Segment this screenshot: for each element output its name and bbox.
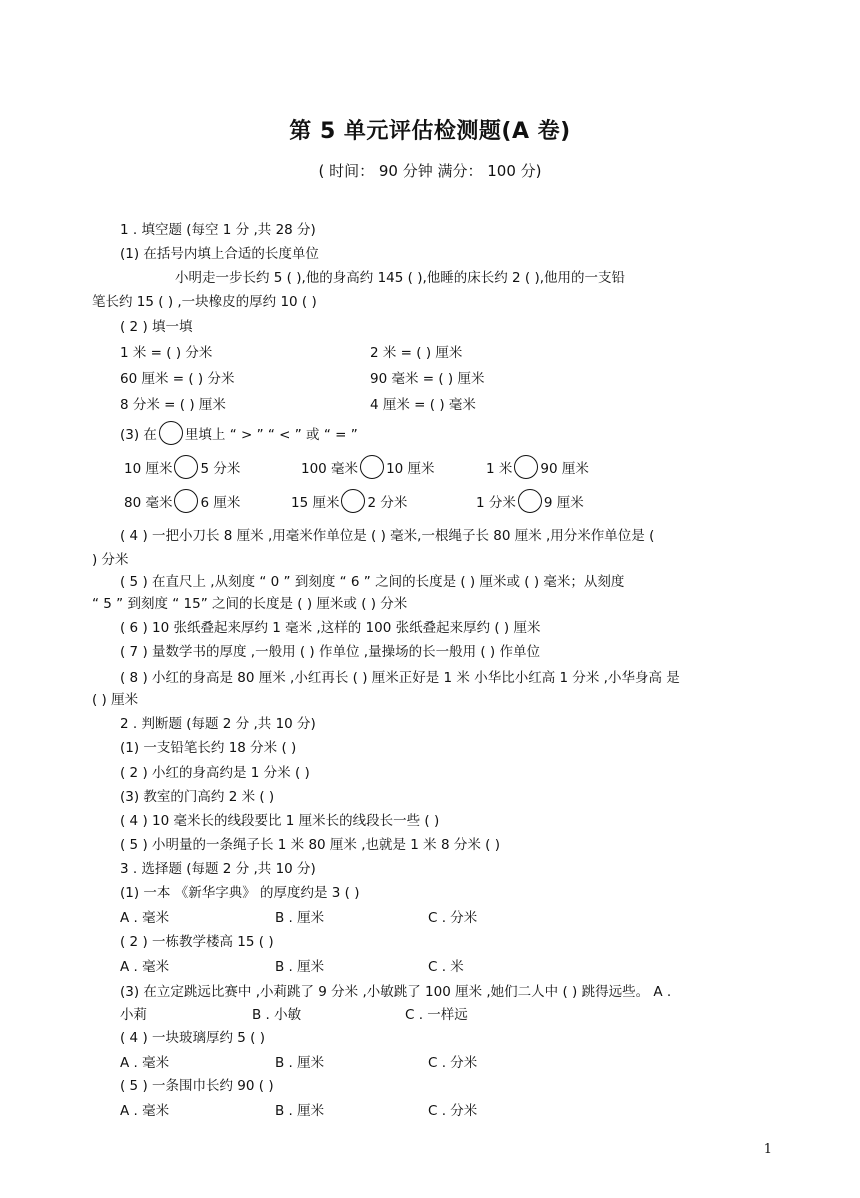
choice-question: (1) 一本 《新华字典》 的厚度约是 3 ( ) <box>120 885 360 901</box>
q5-line1: ( 5 ) 在直尺上 ,从刻度 “ 0 ” 到刻度 “ 6 ” 之间的长度是 ( ) 厘米或 ( ) 毫米；从刻度 <box>120 574 625 590</box>
choice-option-c: C . 分米 <box>428 910 478 926</box>
choice-option-a: 小莉 <box>120 1007 147 1023</box>
choice-question: ( 4 ) 一块玻璃厚约 5 ( ) <box>120 1030 265 1046</box>
judge-item: ( 5 ) 小明量的一条绳子长 1 米 80 厘米 ,也就是 1 米 8 分米 ( ) <box>120 837 500 853</box>
judge-item: (1) 一支铅笔长约 18 分米 ( ) <box>120 740 297 756</box>
choice-option-c: C . 分米 <box>428 1103 478 1119</box>
q3-right-value: 2 分米 <box>367 495 408 511</box>
q3-right-value: 9 厘米 <box>543 495 584 511</box>
choice-question: (3) 在立定跳远比赛中 ,小莉跳了 9 分米 ,小敏跳了 100 厘米 ,她们二人中 ( ) 跳得远些。 A . <box>120 984 672 1000</box>
judge-item: ( 4 ) 10 毫米长的线段要比 1 厘米长的线段长一些 ( ) <box>120 813 440 829</box>
choice-option-a: A . 毫米 <box>120 959 170 975</box>
q4-line1: ( 4 ) 一把小刀长 8 厘米 ,用毫米作单位是 ( ) 毫米,一根绳子长 80 厘米 ,用分米作单位是 ( <box>120 528 655 544</box>
q3-pre: (3) 在 <box>120 427 157 443</box>
q3-right-value: 90 厘米 <box>540 461 589 477</box>
q3-left-value: 1 分米 <box>476 495 516 511</box>
q1-line2: 笔长约 15 ( ) ,一块橡皮的厚约 10 ( ) <box>92 294 317 310</box>
comparison-circle-icon[interactable] <box>341 489 365 513</box>
q3-item <box>124 493 240 513</box>
comparison-circle-icon[interactable] <box>174 455 198 479</box>
q2-row2-left: 60 厘米 = ( ) 分米 <box>120 371 235 387</box>
q2-heading: ( 2 ) 填一填 <box>120 319 193 335</box>
choice-option-b: B . 厘米 <box>275 1103 325 1119</box>
q3-right-value: 5 分米 <box>200 461 241 477</box>
q7: ( 7 ) 量数学书的厚度 ,一般用 ( ) 作单位 ,量操场的长一般用 ( ) 作单位 <box>120 644 540 660</box>
q3-left-value: 100 毫米 <box>301 461 359 477</box>
choice-option-a: A . 毫米 <box>120 1055 170 1071</box>
q2-row2-right: 90 毫米 = ( ) 厘米 <box>370 371 485 387</box>
q3-item <box>291 493 407 513</box>
q2-row3-left: 8 分米 = ( ) 厘米 <box>120 397 226 413</box>
q3-item <box>124 459 240 479</box>
q1-heading: (1) 在括号内填上合适的长度单位 <box>120 246 319 262</box>
q1-line1: 小明走一步长约 5 ( ),他的身高约 145 ( ),他睡的床长约 2 ( ),他用的一支铅 <box>175 270 626 286</box>
judge-item: (3) 教室的门高约 2 米 ( ) <box>120 789 275 805</box>
section3-heading: 3 . 选择题 (每题 2 分 ,共 10 分) <box>120 861 316 877</box>
q3-left-value: 1 米 <box>486 461 513 477</box>
choice-option-a: A . 毫米 <box>120 1103 170 1119</box>
q3-right-value: 10 厘米 <box>386 461 435 477</box>
q8-line1: ( 8 ) 小红的身高是 80 厘米 ,小红再长 ( ) 厘米正好是 1 米 小华比小红高 1 分米 ,小华身高 是 <box>120 670 680 686</box>
choice-question: ( 5 ) 一条围巾长约 90 ( ) <box>120 1078 274 1094</box>
page-number: 1 <box>763 1142 772 1157</box>
q4-line2: ) 分米 <box>92 552 129 568</box>
q5-line2: “ 5 ” 到刻度 “ 15” 之间的长度是 ( ) 厘米或 ( ) 分米 <box>92 596 408 612</box>
q3-left-value: 15 厘米 <box>291 495 340 511</box>
q3-left-value: 10 厘米 <box>124 461 173 477</box>
choice-option-c: C . 米 <box>428 959 464 975</box>
q3-item <box>301 459 435 479</box>
comparison-circle-icon[interactable] <box>360 455 384 479</box>
choice-option-b: B . 厘米 <box>275 1055 325 1071</box>
q3-right-value: 6 厘米 <box>200 495 241 511</box>
q6: ( 6 ) 10 张纸叠起来厚约 1 毫米 ,这样的 100 张纸叠起来厚约 ( ) 厘米 <box>120 620 541 636</box>
choice-option-a: A . 毫米 <box>120 910 170 926</box>
q2-row1-right: 2 米 = ( ) 厘米 <box>370 345 463 361</box>
choice-option-b: B . 厘米 <box>275 959 325 975</box>
q3-left-value: 80 毫米 <box>124 495 173 511</box>
judge-item: ( 2 ) 小红的身高约是 1 分米 ( ) <box>120 765 310 781</box>
choice-option-c: C . 分米 <box>428 1055 478 1071</box>
choice-option-c: C . 一样远 <box>405 1007 468 1023</box>
choice-option-b: B . 厘米 <box>275 910 325 926</box>
comparison-circle-icon[interactable] <box>518 489 542 513</box>
comparison-circle-icon <box>159 421 183 445</box>
q3-item <box>476 493 584 513</box>
exam-info: ( 时间： 90 分钟 满分： 100 分) <box>318 162 542 180</box>
choice-option-b: B . 小敏 <box>252 1007 302 1023</box>
comparison-circle-icon[interactable] <box>174 489 198 513</box>
comparison-circle-icon[interactable] <box>514 455 538 479</box>
section1-heading: 1 . 填空题 (每空 1 分 ,共 28 分) <box>120 222 316 238</box>
page-title: 第 5 单元评估检测题(A 卷) <box>289 119 571 144</box>
choice-question: ( 2 ) 一栋教学楼高 15 ( ) <box>120 934 274 950</box>
q2-row1-left: 1 米 = ( ) 分米 <box>120 345 213 361</box>
q8-line2: ( ) 厘米 <box>92 692 139 708</box>
section2-heading: 2 . 判断题 (每题 2 分 ,共 10 分) <box>120 716 316 732</box>
q3-item <box>486 459 589 479</box>
q3-post: 里填上 “ > ” “ < ” 或 “ = ” <box>184 427 358 443</box>
q3-heading <box>120 425 358 445</box>
q2-row3-right: 4 厘米 = ( ) 毫米 <box>370 397 476 413</box>
